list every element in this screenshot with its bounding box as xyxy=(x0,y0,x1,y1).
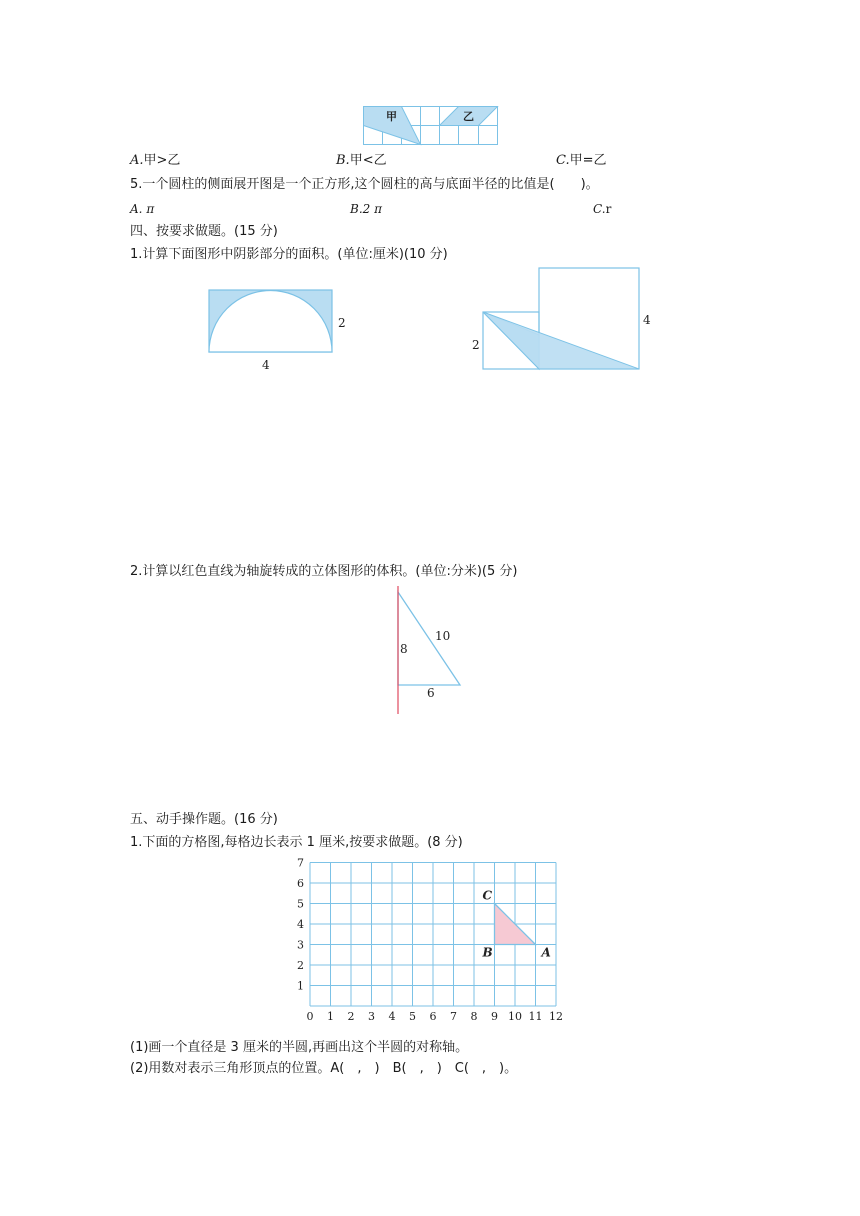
section4-heading: 四、按要求做题。(15 分) xyxy=(130,224,278,239)
q5-option-c: C.r xyxy=(593,202,612,216)
x-tick-label: 10 xyxy=(508,1010,522,1023)
fig1-height-label: 2 xyxy=(338,316,346,330)
s5-q1-question: 1.下面的方格图,每格边长表示 1 厘米,按要求做题。(8 分) xyxy=(130,835,463,850)
y-tick-label: 1 xyxy=(297,979,304,993)
s4-q1-question: 1.计算下面图形中阴影部分的面积。(单位:厘米)(10 分) xyxy=(130,247,448,262)
s4-q1-figure1 xyxy=(208,289,358,374)
q5-question: 5.一个圆柱的侧面展开图是一个正方形,这个圆柱的高与底面半径的比值是( )。 xyxy=(130,177,599,192)
point-label-b: B xyxy=(482,945,493,960)
x-tick-label: 8 xyxy=(470,1010,478,1023)
y-tick-label: 6 xyxy=(297,877,304,890)
point-label-a: A xyxy=(541,945,551,960)
x-tick-label: 4 xyxy=(388,1010,396,1023)
q4-yi-label: 乙 xyxy=(463,110,474,123)
q4-option-b: B.甲<乙 xyxy=(336,153,387,168)
q4-jia-label: 甲 xyxy=(386,110,397,123)
q2-height-label: 8 xyxy=(400,642,408,656)
q4-grid-figure xyxy=(363,106,499,146)
fig2-big-label: 4 xyxy=(643,313,651,327)
section5-heading: 五、动手操作题。(16 分) xyxy=(130,812,278,827)
s4-q2-figure xyxy=(390,586,470,716)
q4-option-a: A.甲>乙 xyxy=(130,153,181,168)
q2-hyp-label: 10 xyxy=(435,629,451,643)
x-tick-label: 2 xyxy=(347,1010,355,1023)
y-tick-label: 7 xyxy=(297,856,304,870)
q4-option-c: C.甲=乙 xyxy=(556,153,607,168)
s5-sub2: (2)用数对表示三角形顶点的位置。A( , ) B( , ) C( , )。 xyxy=(130,1061,518,1076)
point-label-c: C xyxy=(482,888,493,903)
s5-sub1: (1)画一个直径是 3 厘米的半圆,再画出这个半圆的对称轴。 xyxy=(130,1040,469,1055)
fig2-small-label: 2 xyxy=(472,338,480,352)
x-tick-label: 3 xyxy=(368,1010,375,1023)
x-tick-label: 1 xyxy=(327,1010,334,1023)
x-tick-label: 9 xyxy=(491,1010,498,1023)
fig1-width-label: 4 xyxy=(262,358,270,372)
q5-option-b: B.2 π xyxy=(350,202,382,216)
x-tick-label: 7 xyxy=(450,1010,457,1023)
right-triangle xyxy=(398,592,460,685)
fig2-shaded-triangle-2 xyxy=(483,312,639,369)
y-tick-label: 4 xyxy=(297,918,304,931)
q5-option-a: A. π xyxy=(130,202,155,216)
s4-q1-figure2 xyxy=(470,266,670,376)
x-tick-label: 11 xyxy=(528,1010,543,1023)
x-tick-label: 0 xyxy=(306,1010,314,1023)
x-tick-label: 5 xyxy=(409,1010,416,1023)
x-tick-label: 6 xyxy=(429,1010,437,1023)
y-tick-label: 5 xyxy=(297,897,304,911)
y-tick-label: 3 xyxy=(297,938,304,952)
y-tick-label: 2 xyxy=(297,959,304,972)
coordinate-grid xyxy=(290,858,570,1028)
s4-q2-question: 2.计算以红色直线为轴旋转成的立体图形的体积。(单位:分米)(5 分) xyxy=(130,564,518,579)
q2-base-label: 6 xyxy=(427,686,435,700)
x-tick-label: 12 xyxy=(549,1010,563,1023)
